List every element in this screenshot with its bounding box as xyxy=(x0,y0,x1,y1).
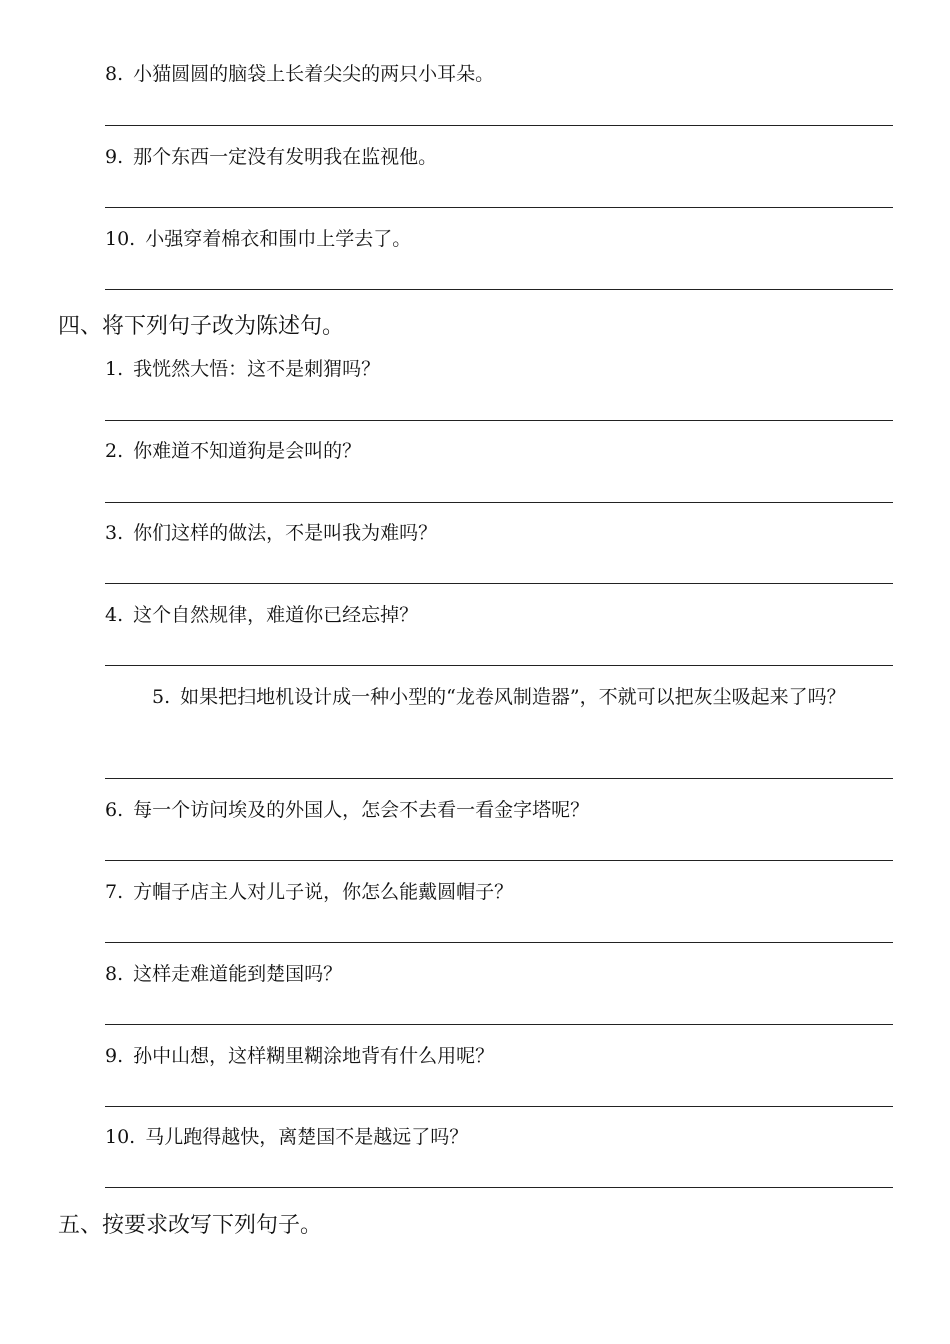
question-item xyxy=(105,145,437,169)
answer-line[interactable] xyxy=(105,860,893,861)
question-number: 3. xyxy=(105,522,124,544)
question-text: 你们这样的做法，不是叫我为难吗？ xyxy=(133,522,438,544)
question-text: 如果把扫地机设计成一种小型的“龙卷风制造器”，不就可以把灰尘吸起来了吗？ xyxy=(180,686,846,708)
answer-line[interactable] xyxy=(105,1187,893,1188)
question-text: 这样走难道能到楚国吗？ xyxy=(133,963,343,985)
question-text: 小猫圆圆的脑袋上长着尖尖的两只小耳朵。 xyxy=(133,63,495,85)
question-number: 10. xyxy=(105,1126,136,1148)
answer-line[interactable] xyxy=(105,502,893,503)
question-text: 方帽子店主人对儿子说，你怎么能戴圆帽子？ xyxy=(133,881,514,903)
question-text: 每一个访问埃及的外国人，怎会不去看一看金字塔呢？ xyxy=(133,799,590,821)
question-item xyxy=(105,62,494,86)
question-number: 10. xyxy=(105,228,136,250)
question-item xyxy=(58,677,898,717)
answer-line[interactable] xyxy=(105,420,893,421)
section-title: 五、按要求改写下列句子。 xyxy=(58,1213,323,1238)
answer-line[interactable] xyxy=(105,583,893,584)
question-item xyxy=(105,227,411,251)
question-item xyxy=(105,357,380,381)
question-number: 5. xyxy=(152,686,171,708)
answer-line[interactable] xyxy=(105,778,893,779)
answer-line[interactable] xyxy=(105,207,893,208)
answer-line[interactable] xyxy=(105,665,893,666)
answer-line[interactable] xyxy=(105,942,893,943)
answer-line[interactable] xyxy=(105,289,893,290)
question-number: 4. xyxy=(105,604,124,626)
question-number: 9. xyxy=(105,146,124,168)
question-number: 7. xyxy=(105,881,124,903)
answer-line[interactable] xyxy=(105,125,893,126)
question-item xyxy=(105,962,342,986)
question-number: 9. xyxy=(105,1045,124,1067)
question-item xyxy=(105,603,418,627)
answer-line[interactable] xyxy=(105,1024,893,1025)
question-item xyxy=(105,439,361,463)
question-text: 我恍然大悟：这不是刺猬吗？ xyxy=(133,358,381,380)
question-number: 8. xyxy=(105,63,124,85)
section-title: 四、将下列句子改为陈述句。 xyxy=(58,314,345,339)
question-text: 那个东西一定没有发明我在监视他。 xyxy=(133,146,438,168)
question-text: 这个自然规律，难道你已经忘掉？ xyxy=(133,604,419,626)
question-text: 小强穿着棉衣和围巾上学去了。 xyxy=(145,228,412,250)
question-item xyxy=(105,880,513,904)
question-text: 孙中山想，这样糊里糊涂地背有什么用呢？ xyxy=(133,1045,495,1067)
answer-line[interactable] xyxy=(105,1106,893,1107)
question-text: 你难道不知道狗是会叫的？ xyxy=(133,440,362,462)
question-number: 6. xyxy=(105,799,124,821)
question-number: 2. xyxy=(105,440,124,462)
question-number: 1. xyxy=(105,358,124,380)
question-item xyxy=(105,521,437,545)
question-item xyxy=(105,798,589,822)
question-item xyxy=(105,1044,494,1068)
question-text: 马儿跑得越快，离楚国不是越远了吗？ xyxy=(145,1126,469,1148)
question-item xyxy=(105,1125,468,1149)
question-number: 8. xyxy=(105,963,124,985)
